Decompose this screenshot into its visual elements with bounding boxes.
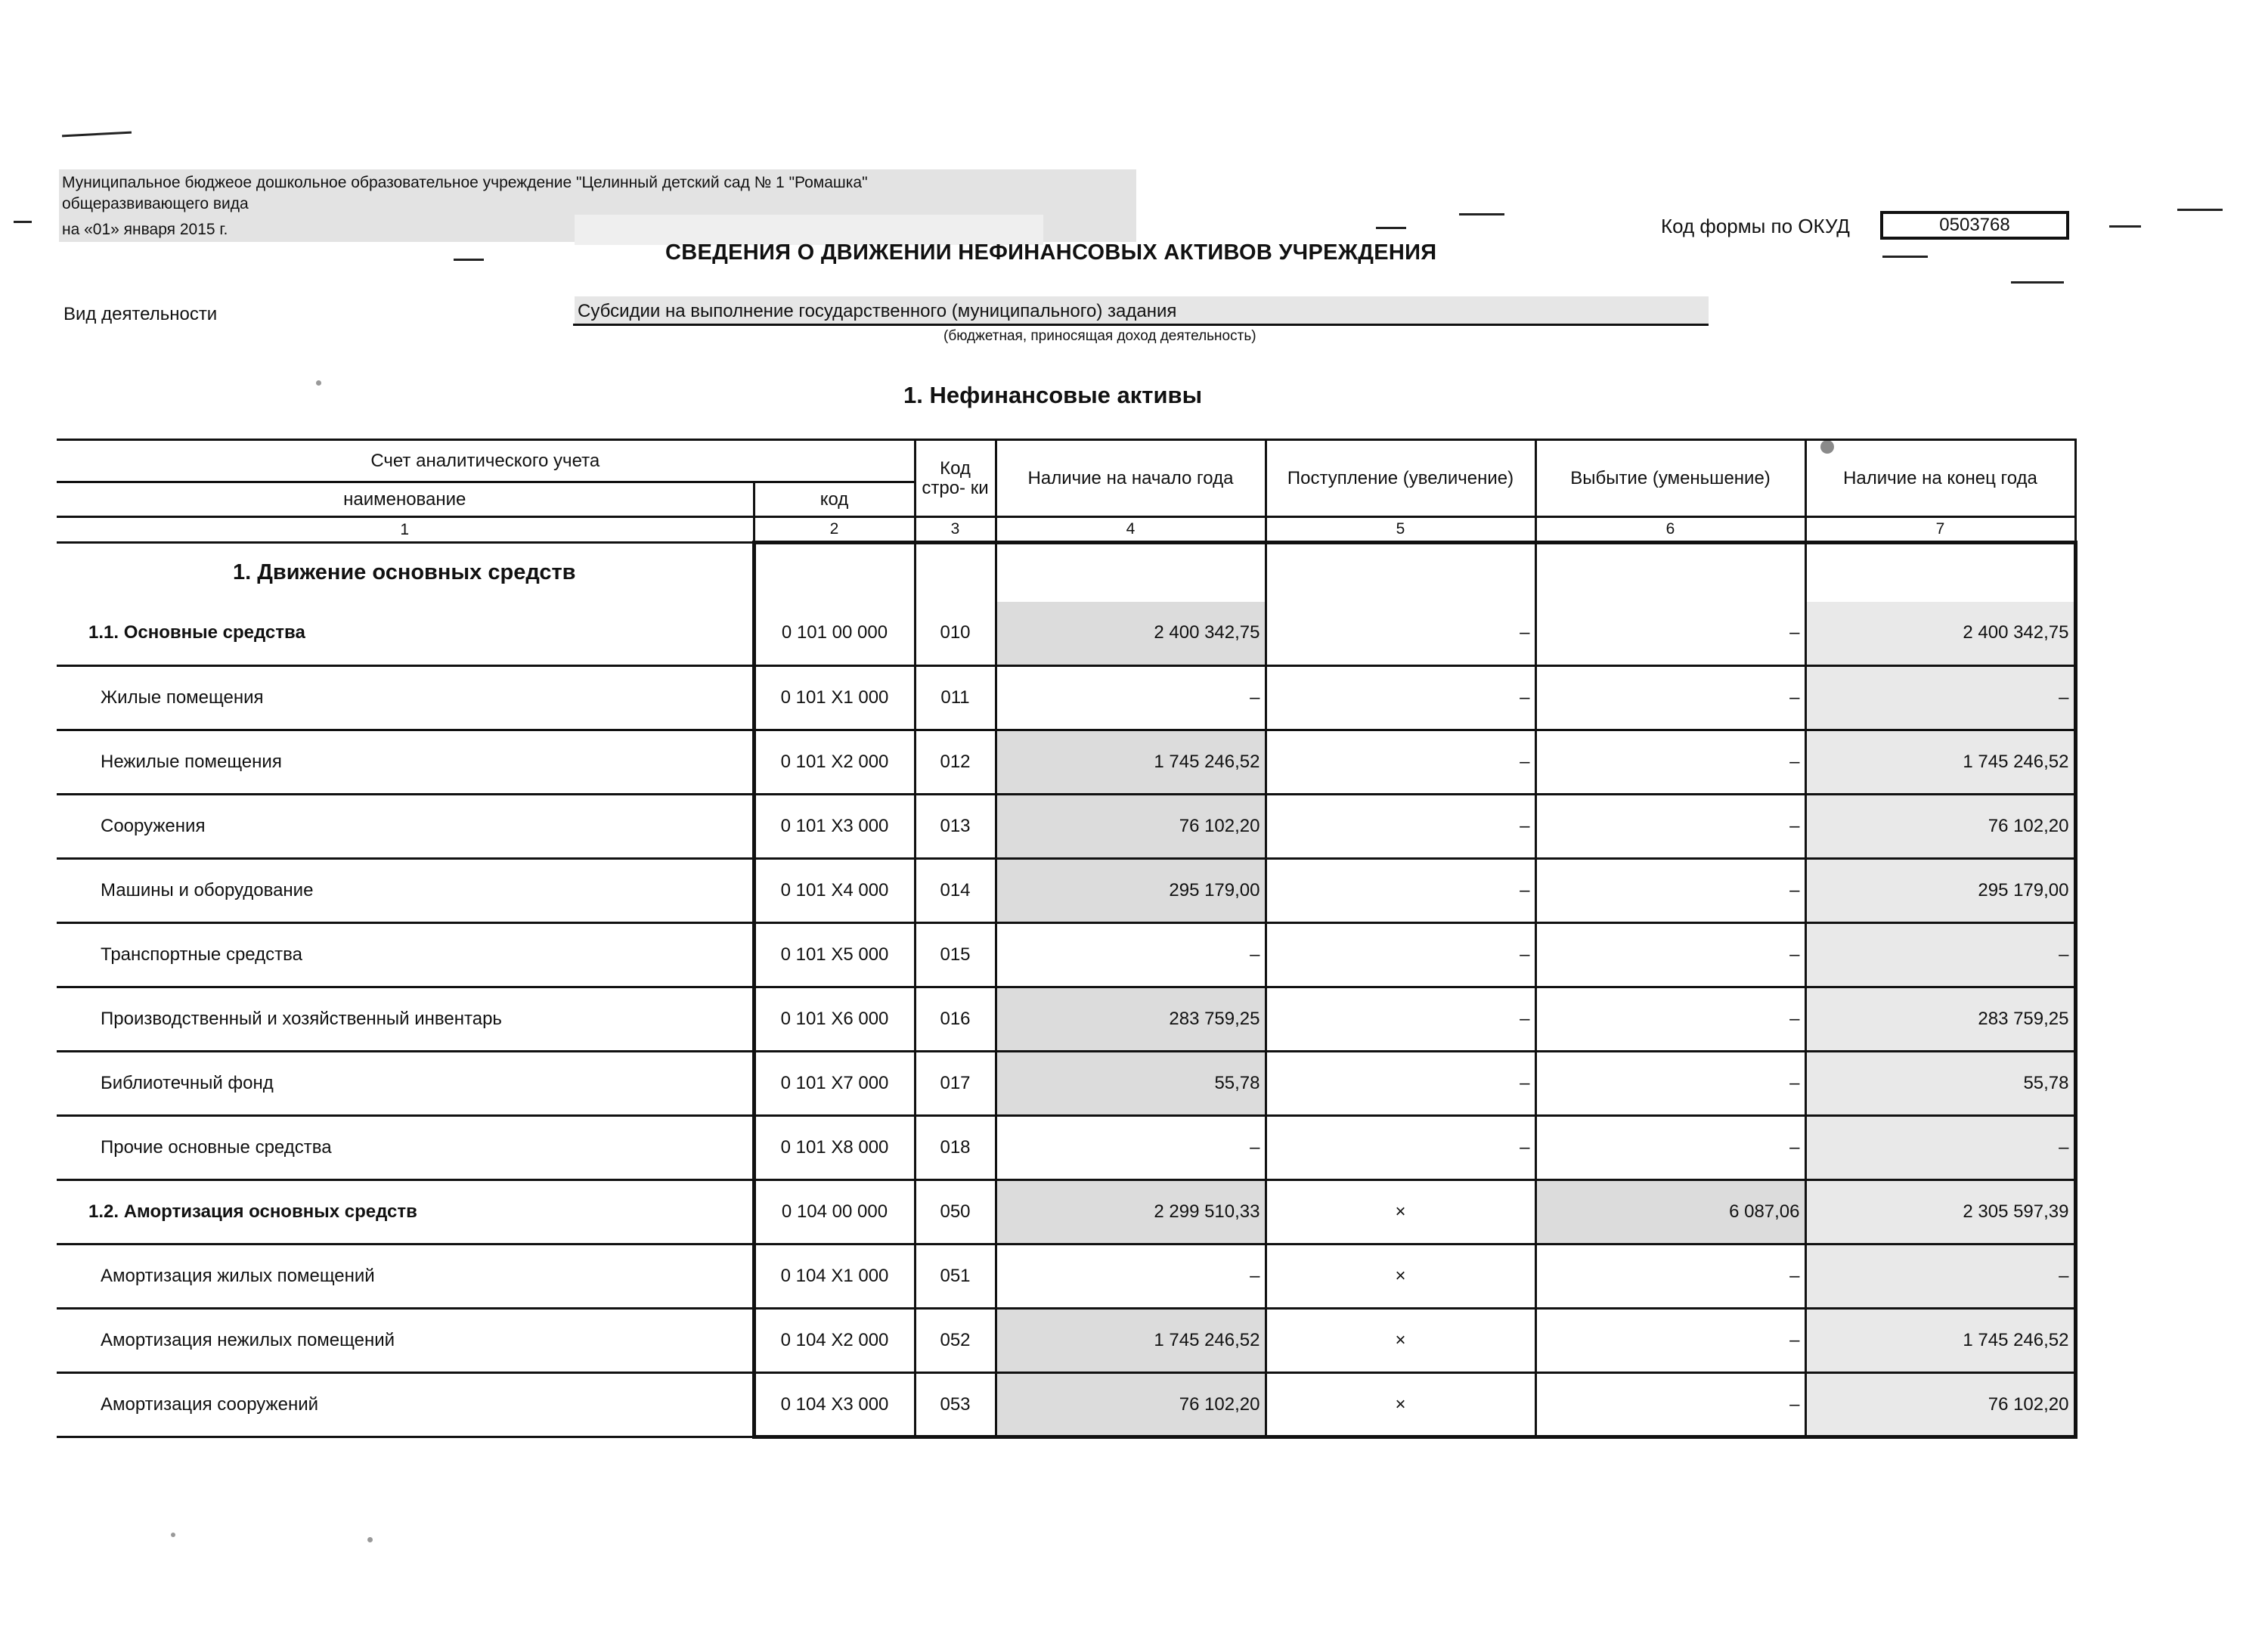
row-code: 0 104 00 000 [754,1180,915,1244]
row-start: – [996,666,1266,730]
row-in: – [1266,923,1535,987]
header-in: Поступление (увеличение) [1266,440,1535,517]
table-row [57,1244,2075,1309]
header-end: Наличие на конец года [1805,440,2075,517]
institution-name: Муниципальное бюджеое дошкольное образовательное учреждение "Целинный детский сад № 1 "Ромашка" [62,174,868,191]
row-end: 76 102,20 [1805,1373,2075,1437]
row-in: – [1266,795,1535,859]
table-row [57,602,2075,666]
row-start: 2 400 342,75 [996,602,1266,666]
row-end: 55,78 [1805,1052,2075,1116]
row-end: – [1805,666,2075,730]
row-out: – [1535,1309,1805,1373]
column-number: 1 [57,517,754,543]
activity-value: Субсидии на выполнение государственного (муниципального) задания [578,301,1177,321]
row-out: – [1535,1116,1805,1180]
row-line-code: 050 [915,1180,996,1244]
row-end: – [1805,1116,2075,1180]
row-end: 1 745 246,52 [1805,730,2075,795]
row-name: Амортизация жилых помещений [57,1244,754,1309]
row-line-code: 012 [915,730,996,795]
assets-table [57,439,2077,1439]
section-title: 1. Нефинансовые активы [903,382,1203,408]
row-in: – [1266,730,1535,795]
row-end: 2 305 597,39 [1805,1180,2075,1244]
row-start: 76 102,20 [996,795,1266,859]
okud-code: 0503768 [1880,211,2069,240]
scan-speck [171,1533,175,1537]
table-row [57,666,2075,730]
row-name: Жилые помещения [57,666,754,730]
empty-cell [1535,543,1805,602]
institution-type: общеразвивающего вида [62,195,249,212]
row-end: 295 179,00 [1805,859,2075,923]
row-line-code: 052 [915,1309,996,1373]
row-start: – [996,923,1266,987]
row-code: 0 104 X3 000 [754,1373,915,1437]
scan-mark [2177,209,2223,211]
row-out: – [1535,1373,1805,1437]
row-line-code: 011 [915,666,996,730]
header-line-code: Код стро- ки [915,440,996,517]
header-name: наименование [57,482,754,517]
row-start: 1 745 246,52 [996,1309,1266,1373]
row-out: – [1535,666,1805,730]
scan-mark [2011,281,2064,284]
column-number: 6 [1535,517,1805,543]
table-row [57,987,2075,1052]
scan-mark [454,259,484,261]
column-number: 2 [754,517,915,543]
row-in: – [1266,859,1535,923]
okud-label: Код формы по ОКУД [1661,215,1850,237]
scan-mark [2109,225,2141,228]
scan-speck [316,380,321,386]
scan-mark [62,132,132,138]
row-in: – [1266,602,1535,666]
row-name: 1.2. Амортизация основных средств [57,1180,754,1244]
row-start: 76 102,20 [996,1373,1266,1437]
scan-mark [1376,227,1406,229]
header-account: Счет аналитического учета [57,440,915,482]
table-row [57,1309,2075,1373]
empty-cell [1266,543,1535,602]
row-name: Производственный и хозяйственный инвентарь [57,987,754,1052]
table-row [57,1180,2075,1244]
row-out: 6 087,06 [1535,1180,1805,1244]
row-line-code: 018 [915,1116,996,1180]
scan-mark [1459,213,1504,215]
column-number: 7 [1805,517,2075,543]
empty-cell [754,543,915,602]
activity-label: Вид деятельности [64,304,218,324]
row-in: × [1266,1309,1535,1373]
table-row [57,1373,2075,1437]
column-number: 3 [915,517,996,543]
header-start: Наличие на начало года [996,440,1266,517]
row-line-code: 013 [915,795,996,859]
row-in: × [1266,1244,1535,1309]
row-code: 0 101 X2 000 [754,730,915,795]
table-row [57,859,2075,923]
row-code: 0 104 X1 000 [754,1244,915,1309]
row-end: 76 102,20 [1805,795,2075,859]
table-row [57,1052,2075,1116]
row-out: – [1535,795,1805,859]
table-row [57,923,2075,987]
row-start: 283 759,25 [996,987,1266,1052]
row-line-code: 053 [915,1373,996,1437]
empty-cell [1805,543,2075,602]
row-out: – [1535,730,1805,795]
row-end: 283 759,25 [1805,987,2075,1052]
row-code: 0 101 X5 000 [754,923,915,987]
activity-note: (бюджетная, приносящая доход деятельность) [943,328,1256,344]
row-name: 1.1. Основные средства [57,602,754,666]
scan-speck [367,1537,373,1542]
row-name: Амортизация нежилых помещений [57,1309,754,1373]
row-code: 0 101 00 000 [754,602,915,666]
row-in: – [1266,666,1535,730]
header-out: Выбытие (уменьшение) [1535,440,1805,517]
row-code: 0 101 X1 000 [754,666,915,730]
row-start: 295 179,00 [996,859,1266,923]
table-row [57,730,2075,795]
row-name: Машины и оборудование [57,859,754,923]
row-out: – [1535,923,1805,987]
row-end: 2 400 342,75 [1805,602,2075,666]
row-start: 2 299 510,33 [996,1180,1266,1244]
row-name: Сооружения [57,795,754,859]
scan-mark [1882,256,1928,258]
scan-mark [14,221,32,223]
row-in: – [1266,1052,1535,1116]
header-code: код [754,482,915,517]
empty-cell [915,543,996,602]
row-in: × [1266,1373,1535,1437]
row-code: 0 104 X2 000 [754,1309,915,1373]
row-out: – [1535,602,1805,666]
row-code: 0 101 X3 000 [754,795,915,859]
row-start: – [996,1116,1266,1180]
row-end: – [1805,1244,2075,1309]
row-line-code: 015 [915,923,996,987]
table-row [57,795,2075,859]
row-out: – [1535,987,1805,1052]
row-start: 1 745 246,52 [996,730,1266,795]
row-start: 55,78 [996,1052,1266,1116]
row-line-code: 010 [915,602,996,666]
row-name: Библиотечный фонд [57,1052,754,1116]
row-end: 1 745 246,52 [1805,1309,2075,1373]
row-in: × [1266,1180,1535,1244]
row-line-code: 017 [915,1052,996,1116]
table-row [57,1116,2075,1180]
empty-cell [996,543,1266,602]
row-in: – [1266,987,1535,1052]
report-date: на «01» января 2015 г. [62,221,228,238]
row-name: Нежилые помещения [57,730,754,795]
row-line-code: 051 [915,1244,996,1309]
row-code: 0 101 X7 000 [754,1052,915,1116]
row-name: Транспортные средства [57,923,754,987]
row-in: – [1266,1116,1535,1180]
column-number: 4 [996,517,1266,543]
row-code: 0 101 X4 000 [754,859,915,923]
row-out: – [1535,859,1805,923]
row-end: – [1805,923,2075,987]
row-line-code: 014 [915,859,996,923]
column-number: 5 [1266,517,1535,543]
row-code: 0 101 X6 000 [754,987,915,1052]
row-start: – [996,1244,1266,1309]
activity-underline [573,324,1709,326]
section-row-title: 1. Движение основных средств [232,559,576,584]
row-out: – [1535,1052,1805,1116]
row-name: Прочие основные средства [57,1116,754,1180]
row-out: – [1535,1244,1805,1309]
document-title: СВЕДЕНИЯ О ДВИЖЕНИИ НЕФИНАНСОВЫХ АКТИВОВ УЧРЕЖДЕНИЯ [665,240,1437,265]
row-line-code: 016 [915,987,996,1052]
row-name: Амортизация сооружений [57,1373,754,1437]
row-code: 0 101 X8 000 [754,1116,915,1180]
